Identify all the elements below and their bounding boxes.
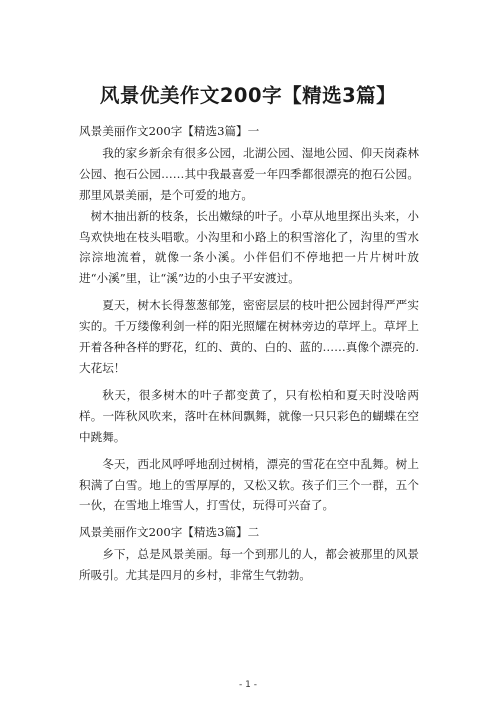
paragraph-4: 秋天，很多树木的叶子都变黄了，只有松柏和夏天时没啥两样。一阵秋风吹来，落叶在林间飘舞，就像一只只彩色的蝴蝶在空中跳舞。 <box>79 387 419 444</box>
paragraph-3: 夏天，树木长得葱葱郁笼，密密层层的枝叶把公园封得严严实实的。千万缕像利剑一样的阳光照耀在树林旁边的草坪上。草坪上开着各种各样的野花，红的、黄的、白的、蓝的……真像个漂亮的.大花坛！ <box>79 298 419 375</box>
page-number: - 1 - <box>239 680 257 690</box>
paragraph-6: 乡下，总是风景美丽。每一个到那儿的人，都会被那里的风景所吸引。尤其是四月的乡村，非常生气勃勃。 <box>79 547 419 583</box>
paragraph-1: 我的家乡新余有很多公园，北湖公园、湿地公园、仰天岗森林公园、抱石公园……其中我最喜爱一年四季都很漂亮的抱石公园。那里风景美丽，是个可爱的地方。 <box>79 145 419 202</box>
paragraph-2: 树木抽出新的枝条，长出嫩绿的叶子。小草从地里探出头来，小鸟欢快地在枝头唱歌。小沟里和小路上的积雪溶化了，沟里的雪水淙淙地流着，就像一条小溪。小伴侣们不停地把一片片树叶放进“小溪”里，让“溪”边的小虫子平安渡过。 <box>79 208 419 286</box>
document-body <box>79 121 419 586</box>
document-title: 风景优美作文200字【精选3篇】 <box>99 84 397 107</box>
paragraph-5: 冬天，西北风呼呼地刮过树梢，漂亮的雪花在空中乱舞。树上积满了白雪。地上的雪厚厚的，又松又软。孩子们三个一群，五个一伙，在雪地上堆雪人，打雪仗，玩得可兴奋了。 <box>79 456 419 513</box>
section-heading-1: 风景美丽作文200字【精选3篇】一 <box>79 124 260 138</box>
section-heading-2: 风景美丽作文200字【精选3篇】二 <box>79 525 260 540</box>
